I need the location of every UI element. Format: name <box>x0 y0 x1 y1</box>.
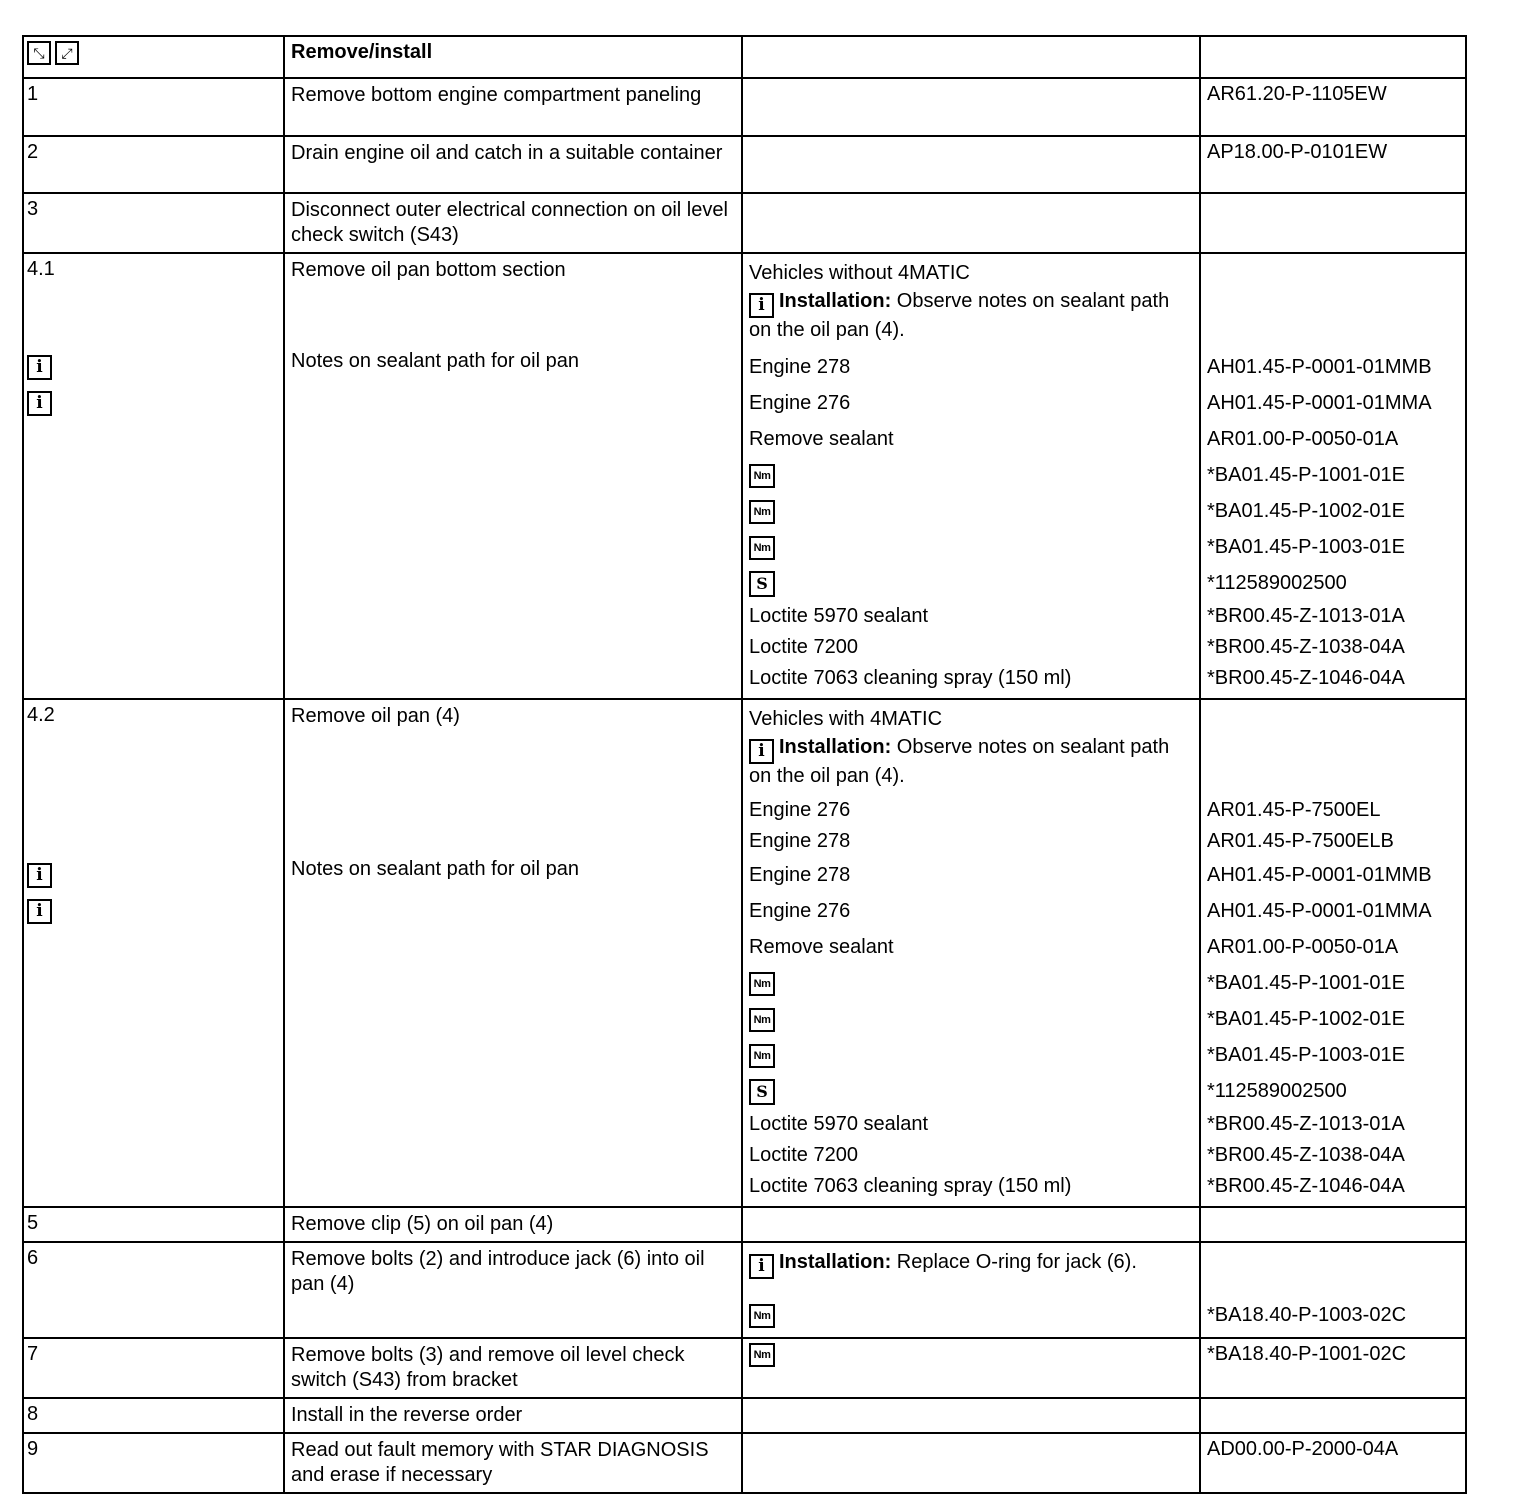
info-cell <box>742 193 1200 253</box>
table-row <box>23 253 1466 699</box>
torque-row <box>749 493 1193 529</box>
step-action: Disconnect outer electrical connection on oil level check switch (S43) <box>284 193 742 253</box>
step-number-cell <box>23 699 284 1207</box>
ref-cell <box>1200 699 1466 1207</box>
step-action: Remove oil pan (4) <box>291 705 460 727</box>
row-label: Engine 278 <box>749 356 851 378</box>
row-label: Engine 276 <box>749 392 851 414</box>
ref-cell <box>1200 253 1466 699</box>
row-label: Remove sealant <box>749 936 894 958</box>
reference-link[interactable]: *BR00.45-Z-1013-01A <box>1207 1113 1405 1135</box>
special-tool-icon[interactable]: S <box>749 571 775 597</box>
collapse-icon[interactable]: ⤢ <box>55 41 79 65</box>
table-row <box>23 699 1466 1207</box>
header-title: Remove/install <box>284 36 742 78</box>
sealant-notes-link[interactable]: Notes on sealant path for oil pan <box>291 350 579 372</box>
torque-row <box>749 1297 1193 1333</box>
ref-cell <box>1200 1242 1466 1338</box>
info-cell <box>742 699 1200 1207</box>
ref-cell <box>1200 1398 1466 1433</box>
info-icon: i <box>749 293 774 318</box>
torque-icon[interactable]: Nm <box>749 464 775 488</box>
info-icon[interactable]: i <box>27 899 52 924</box>
info-icon: i <box>749 1254 774 1279</box>
info-icon[interactable]: i <box>27 863 52 888</box>
reference-link[interactable]: *BA01.45-P-1001-01E <box>1207 972 1405 994</box>
ref-cell <box>1200 193 1466 253</box>
installation-label: Installation: <box>779 1251 892 1273</box>
special-tool-icon[interactable]: S <box>749 1079 775 1105</box>
reference-link[interactable]: *BA01.45-P-1003-01E <box>1207 1044 1405 1066</box>
reference-link[interactable]: AR01.45-P-7500ELB <box>1207 830 1394 852</box>
reference-link[interactable]: *BR00.45-Z-1046-04A <box>1207 1175 1405 1197</box>
reference-link[interactable]: AD00.00-P-2000-04A <box>1200 1433 1466 1493</box>
torque-row <box>749 529 1193 565</box>
vehicle-condition: Vehicles without 4MATIC <box>749 262 970 284</box>
header-row <box>23 36 1466 78</box>
row-label: Engine 276 <box>749 799 851 821</box>
reference-link[interactable]: *BA01.45-P-1003-01E <box>1207 536 1405 558</box>
step-action: Remove clip (5) on oil pan (4) <box>284 1207 742 1242</box>
row-label: Loctite 7063 cleaning spray (150 ml) <box>749 1175 1072 1197</box>
header-empty-cell <box>742 36 1200 78</box>
step-number: 3 <box>23 193 284 253</box>
step-action: Remove bolts (3) and remove oil level check switch (S43) from bracket <box>284 1338 742 1398</box>
info-cell <box>742 1242 1200 1338</box>
step-action: Remove oil pan bottom section <box>291 259 566 281</box>
torque-icon[interactable]: Nm <box>749 1343 775 1367</box>
header-empty-cell <box>1200 36 1466 78</box>
torque-icon[interactable]: Nm <box>749 536 775 560</box>
header-icons-cell <box>23 36 284 78</box>
row-label: Loctite 5970 sealant <box>749 1113 929 1135</box>
sealant-notes-link[interactable]: Notes on sealant path for oil pan <box>291 858 579 880</box>
step-action: Remove bottom engine compartment paneling <box>284 78 742 136</box>
reference-link[interactable]: AR61.20-P-1105EW <box>1200 78 1466 136</box>
table-row <box>23 136 1466 193</box>
info-icon[interactable]: i <box>27 391 52 416</box>
installation-label: Installation: <box>779 290 892 312</box>
torque-row <box>749 457 1193 493</box>
table-row <box>23 1242 1466 1338</box>
installation-text: Observe notes on sealant path on the oil pan (4). <box>749 290 1170 341</box>
table-row <box>23 1398 1466 1433</box>
table-row <box>23 1433 1466 1493</box>
table-row <box>23 1338 1466 1398</box>
reference-link[interactable]: *112589002500 <box>1207 1080 1347 1102</box>
expand-icon[interactable]: ⤡ <box>27 41 51 65</box>
info-cell <box>742 136 1200 193</box>
step-number: 6 <box>23 1242 284 1338</box>
table-row <box>23 193 1466 253</box>
reference-link[interactable]: AH01.45-P-0001-01MMA <box>1207 900 1432 922</box>
torque-icon[interactable]: Nm <box>749 1044 775 1068</box>
installation-text: Replace O-ring for jack (6). <box>896 1251 1137 1273</box>
table-row <box>23 78 1466 136</box>
reference-link[interactable]: *BA18.40-P-1001-02C <box>1200 1338 1466 1398</box>
reference-link[interactable]: *BA18.40-P-1003-02C <box>1207 1304 1407 1326</box>
reference-link[interactable]: *BR00.45-Z-1038-04A <box>1207 636 1405 658</box>
row-label: Engine 276 <box>749 900 851 922</box>
reference-link[interactable]: *BA01.45-P-1002-01E <box>1207 1008 1405 1030</box>
step-action-cell <box>284 253 742 699</box>
row-label: Loctite 7063 cleaning spray (150 ml) <box>749 667 1072 689</box>
ref-cell <box>1200 1207 1466 1242</box>
step-number: 8 <box>23 1398 284 1433</box>
row-label: Loctite 7200 <box>749 636 858 658</box>
step-number: 5 <box>23 1207 284 1242</box>
step-number-cell <box>23 253 284 699</box>
step-number: 1 <box>23 78 284 136</box>
reference-link[interactable]: *BA01.45-P-1002-01E <box>1207 500 1405 522</box>
installation-note <box>749 289 1193 349</box>
torque-row <box>749 965 1193 1001</box>
table-row <box>23 1207 1466 1242</box>
reference-link[interactable]: AR01.00-P-0050-01A <box>1207 428 1399 450</box>
tool-row <box>749 1073 1193 1109</box>
row-label: Engine 278 <box>749 830 851 852</box>
step-action: Install in the reverse order <box>284 1398 742 1433</box>
step-action: Drain engine oil and catch in a suitable container <box>284 136 742 193</box>
reference-link[interactable]: *BR00.45-Z-1013-01A <box>1207 605 1405 627</box>
step-number: 2 <box>23 136 284 193</box>
torque-row <box>749 1037 1193 1073</box>
step-number: 9 <box>23 1433 284 1493</box>
reference-link[interactable]: *BA01.45-P-1001-01E <box>1207 464 1405 486</box>
reference-link[interactable]: AH01.45-P-0001-01MMB <box>1207 356 1432 378</box>
torque-icon[interactable]: Nm <box>749 972 775 996</box>
reference-link[interactable]: AH01.45-P-0001-01MMB <box>1207 864 1432 886</box>
info-cell <box>742 1207 1200 1242</box>
info-icon: i <box>749 739 774 764</box>
row-label: Remove sealant <box>749 428 894 450</box>
torque-icon[interactable]: Nm <box>749 1304 775 1328</box>
info-cell <box>742 1338 1200 1398</box>
installation-label: Installation: <box>779 736 892 758</box>
torque-icon[interactable]: Nm <box>749 1008 775 1032</box>
row-label: Loctite 5970 sealant <box>749 605 929 627</box>
info-cell <box>742 1398 1200 1433</box>
installation-note <box>749 1247 1193 1297</box>
step-number: 4.1 <box>27 258 55 280</box>
row-label: Loctite 7200 <box>749 1144 858 1166</box>
reference-link[interactable]: AR01.00-P-0050-01A <box>1207 936 1399 958</box>
tool-row <box>749 565 1193 601</box>
torque-icon[interactable]: Nm <box>749 500 775 524</box>
step-action: Read out fault memory with STAR DIAGNOSIS and erase if necessary <box>284 1433 742 1493</box>
row-label: Engine 278 <box>749 864 851 886</box>
info-cell <box>742 253 1200 699</box>
vehicle-condition: Vehicles with 4MATIC <box>749 708 943 730</box>
installation-text: Observe notes on sealant path on the oil pan (4). <box>749 736 1170 787</box>
info-cell <box>742 1433 1200 1493</box>
step-action-cell <box>284 699 742 1207</box>
reference-link[interactable]: *112589002500 <box>1207 572 1347 594</box>
step-number: 4.2 <box>27 704 55 726</box>
installation-note <box>749 735 1193 795</box>
reference-link[interactable]: AH01.45-P-0001-01MMA <box>1207 392 1432 414</box>
reference-link[interactable]: *BR00.45-Z-1046-04A <box>1207 667 1405 689</box>
torque-row <box>749 1001 1193 1037</box>
reference-link[interactable]: AP18.00-P-0101EW <box>1200 136 1466 193</box>
step-number: 7 <box>23 1338 284 1398</box>
reference-link[interactable]: *BR00.45-Z-1038-04A <box>1207 1144 1405 1166</box>
procedure-table <box>22 35 1467 1494</box>
reference-link[interactable]: AR01.45-P-7500EL <box>1207 799 1381 821</box>
info-icon[interactable]: i <box>27 355 52 380</box>
info-cell <box>742 78 1200 136</box>
step-action: Remove bolts (2) and introduce jack (6) into oil pan (4) <box>284 1242 742 1338</box>
